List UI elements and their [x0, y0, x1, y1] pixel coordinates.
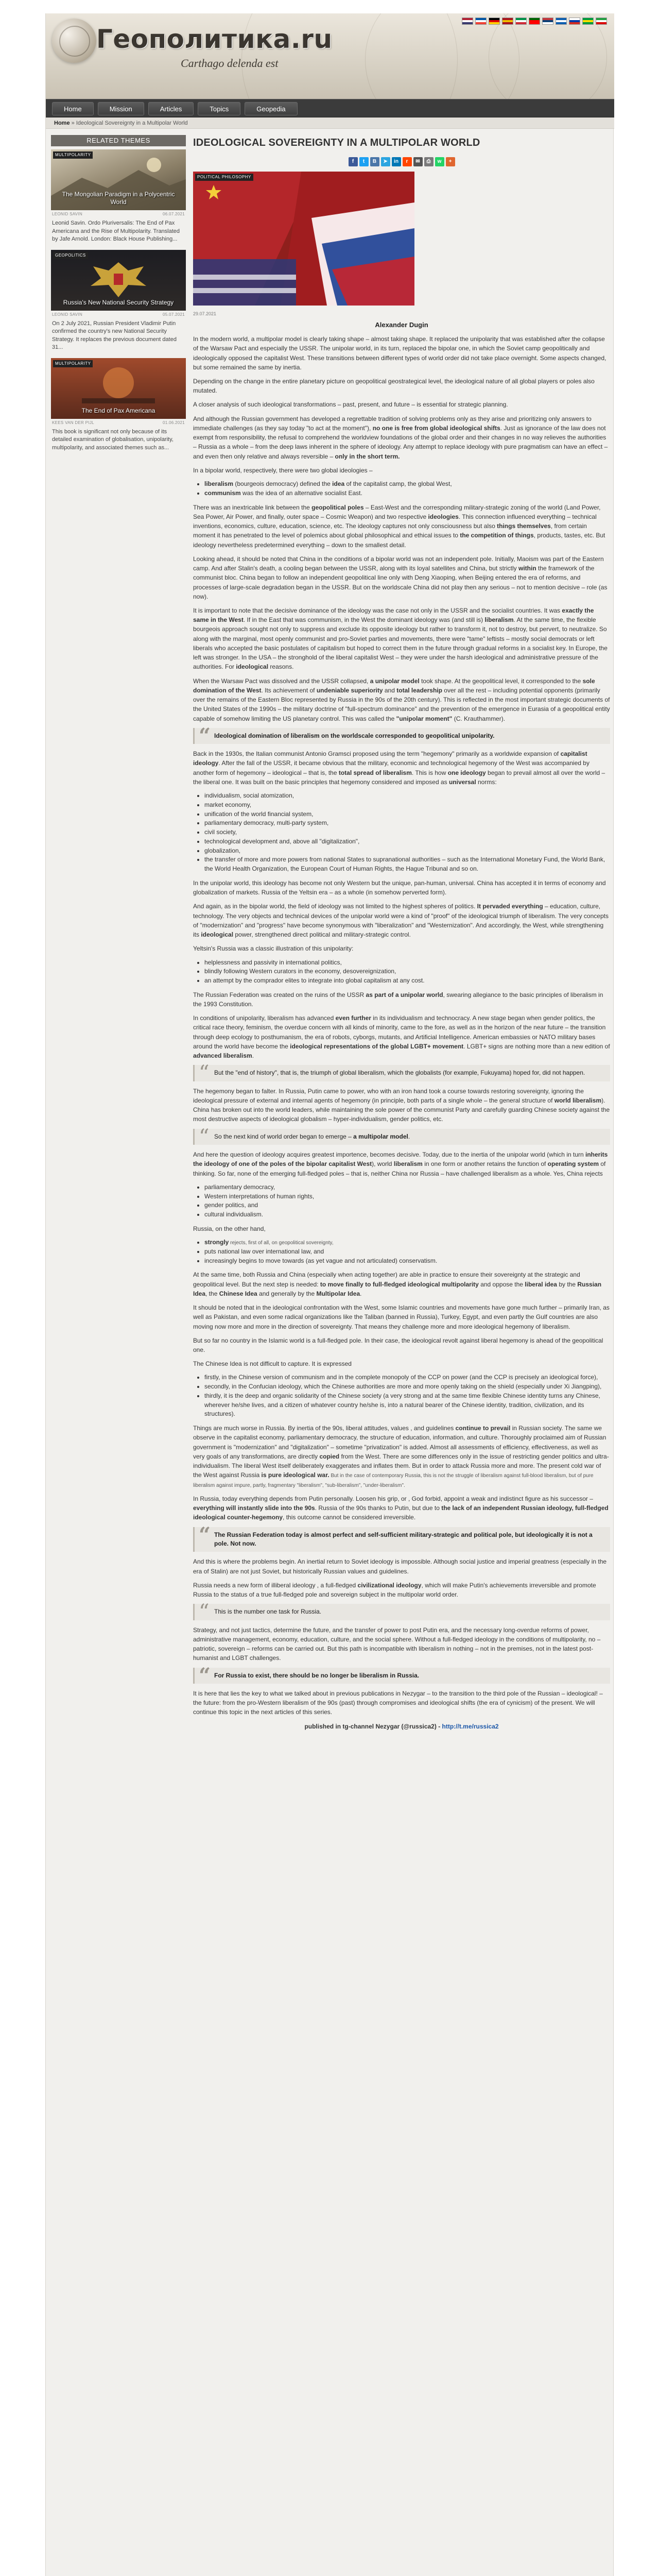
list-item: • secondly, in the Confucian ideology, which the Chinese authorities are more and more openly taking on the shield (especially under Xi Jiangping), — [204, 1382, 610, 1392]
text-segment-bold: communism — [204, 489, 241, 497]
pull-quote — [193, 1125, 610, 1149]
breadcrumb — [46, 117, 614, 129]
text-segment: of thinking. So far, none of the emerging full-fledged poles – that is, neither China nor Russia – have challenged liberalism as a whole. Yes, China rejects — [193, 1160, 606, 1177]
email-share-icon[interactable]: ✉ — [413, 157, 423, 166]
china-rejects-list — [204, 1183, 610, 1219]
text-segment: . Just as ignorance of the law does not exempt from responsibility, the refusal to comprehend the worldview foundations of the global order and their changes in no way relieves the authorities – Russia as a whole – from the deep laws inherent in the sphere of ideology. Any attempt to replace ideology with pure pragmatism can have an effect – and even then only relative and always reversible – — [193, 424, 608, 460]
ideologies-list — [204, 480, 610, 498]
text-segment: in Russian society. The same we observe in the capitalist economy, parliamentary democracy, the structure of education, information, and culture. Thoroughly proclaimed aim of Russian government is "modernization" and "digitalization" – sometime "privatization" is added. Almost all assessments of efficiency, effectiveness, as well as very goals of any transformations, are directly — [193, 1425, 606, 1460]
text-segment: Looking ahead, it should be noted that China in the conditions of a bipolar world was not an independent pole. Initially, Maoism was part of the Eastern camp. And after Stalin's death, a cooling began between the USSR, along with its loyal satellites and China, but strictly — [193, 555, 604, 572]
share-more-icon[interactable]: + — [446, 157, 455, 166]
paragraph: The Chinese Idea is not difficult to capture. It is expressed — [193, 1360, 352, 1368]
text-segment: . This connection influenced everything – technical inventions, economics, culture, education, science, etc. The ideology captures not only consciousness but also — [193, 513, 597, 530]
text-segment: – East-West and the corresponding military-strategic zoning of the world (Land Power, Sea Power, Air Power, and finally, outer space – Cosmic Weapon) and two respective — [193, 503, 601, 520]
paragraph — [193, 1150, 610, 1178]
sidebar — [51, 135, 186, 455]
article-hero-image — [193, 172, 414, 306]
paragraph: Depending on the change in the entire planetary picture on geopolitical geostrategical level, the ideological nature of all global players or poles also mutated. — [193, 378, 595, 395]
nav-mission[interactable]: Mission — [98, 102, 144, 115]
text-segment-bold: liberalism — [484, 616, 514, 624]
related-card-tag: GEOPOLITICS — [53, 252, 88, 259]
share-bar — [193, 157, 610, 166]
paragraph: And this is where the problems begin. An inertial return to Soviet ideology is impossible. Although social justice and imperial greatness (especially in the era of Stalin) are not just Soviet, but historically Russian values and guidelines. — [193, 1558, 607, 1575]
list-item: • helplessness and passivity in international politics, — [204, 958, 610, 968]
text-segment-bold: world liberalism — [554, 1097, 602, 1105]
list-item — [204, 489, 610, 498]
pull-quote-text: For Russia to exist, there should be no longer be liberalism in Russia. — [214, 1671, 420, 1679]
paragraph: In a bipolar world, respectively, there were two global ideologies – — [193, 466, 373, 474]
text-segment-bold: one ideology — [447, 769, 486, 776]
russia-list — [204, 1238, 610, 1265]
related-card-date: 01.06.2021 — [162, 420, 185, 425]
text-segment: The Russian Federation was created on the ruins of the USSR — [193, 991, 366, 998]
flag-br-icon[interactable] — [582, 18, 594, 25]
text-segment: . If in the East that was communism, in the West the dominant ideology was (and still is) — [243, 616, 485, 624]
text-segment-bold: Russian Idea — [193, 1280, 602, 1297]
text-segment: took shape. At the geopolitical level, it corresponded to the — [419, 677, 583, 685]
text-segment-bold: exactly the same in the West — [193, 606, 594, 624]
related-card-image[interactable] — [51, 149, 186, 210]
text-segment: norms: — [476, 778, 497, 786]
list-item: • parliamentary democracy, multi-party system, — [204, 819, 610, 828]
twitter-share-icon[interactable]: t — [359, 157, 369, 166]
site-header — [46, 13, 614, 99]
list-item: • parliamentary democracy, — [204, 1183, 610, 1192]
text-segment: . At the same time, the flexible bourgeois approach sought not only to suppress and exclude its opposite ideology but rather to transform it, not to destroy, but pervert, to neutralize. So along with the marginal, most openly communist and pro-Soviet parties and movements, there were "tame" leftists – mostly social democrats or left liberals who accepted the basic postulates of capitalism but hoped to correct them in the future through gradual reforms in a socialist key. In Europe, the left was stronger. In the USA – the stronghold of the liberal capitalist West – they were under the harsh ideological and administrative pressure of the authorities. For — [193, 616, 608, 671]
pull-quote-text: But the "end of history", that is, the triumph of global liberalism, which the globalists (for example, Fukuyama) hoped for, did not happen. — [214, 1069, 585, 1077]
text-segment: in one form or another retains the function of — [422, 1160, 548, 1168]
list-item: • market economy, — [204, 801, 610, 810]
paragraph — [193, 1087, 610, 1124]
publication-date: 29.07.2021 — [193, 311, 217, 316]
published-label: published in tg-channel Nezygar (@russica2) - — [304, 1722, 442, 1730]
flag-es-icon[interactable] — [502, 18, 513, 25]
nav-articles[interactable]: Articles — [148, 102, 194, 115]
text-segment-bold: copied — [319, 1452, 340, 1460]
text-segment: . This is how — [411, 769, 448, 776]
list-item — [204, 1238, 610, 1247]
text-segment: . — [252, 1052, 254, 1060]
text-segment: was the — [240, 489, 266, 497]
paragraph — [193, 990, 610, 1009]
text-segment-bold: liberal idea — [525, 1280, 557, 1288]
quote-icon: “ — [199, 1522, 211, 1547]
quote-icon: “ — [199, 723, 211, 748]
text-segment-bold: geopolitical poles — [311, 503, 364, 511]
text-segment-bold: ideologies — [428, 513, 459, 520]
article — [193, 135, 610, 1736]
liberal-norms-list — [204, 791, 610, 874]
text-segment: Things are much worse in Russia. By inertia of the 90s, liberal attitudes, values , and guidelines — [193, 1425, 456, 1432]
text-segment: , swearing allegiance to the basic principles of liberalism in the 1993 Constitution. — [193, 991, 603, 1008]
flag-de-icon[interactable] — [489, 18, 500, 25]
text-segment: When the Warsaw Pact was dissolved and the USSR collapsed, — [193, 677, 370, 685]
text-segment-bold: the competition of things — [460, 532, 534, 539]
language-switcher — [462, 18, 607, 25]
text-segment: In Russia, today everything depends from Putin personally. Loosen his grip, or , God forbid, appoint a weak and indistinct figure as his successor – — [193, 1495, 593, 1502]
text-segment: the framework of the communist bloc. China began to follow an independent geopolitical line only with Deng Xiaoping, when Beijing entered the era of reforms, and processes of large-scale degradation began in the USSR. But on the worldscale China did not play then any serious – not to mention decisive – role (as now). — [193, 565, 608, 600]
text-segment-bold: undeniable superiority — [316, 686, 383, 694]
related-card-meta — [51, 210, 186, 218]
text-segment: . Russia of the 90s thanks to Putin, but due to — [315, 1504, 442, 1512]
list-item: • an attempt by the comprador elites to integrate into global capitalism at any cost. — [204, 976, 610, 986]
paragraph: It should be noted that in the ideological confrontation with the West, some Islamic countries and movements have gone much further – primarily Iran, as well as Pakistan, and even some radical organizations like the Taliban (banned in Russia), Turkey, Egypt, and even partly the Gulf countries are also moving now more and more in the direction of sovereignty. That means they challenge more and more ideological hegemony of liberalism. — [193, 1304, 610, 1330]
related-card-description: On 2 July 2021, Russian President Vladimir Putin confirmed the country's new National Security Strategy. It replaces the previous document dated 31... — [52, 320, 177, 351]
pull-quote — [193, 1522, 610, 1552]
text-segment: power, strengthened direct political and military-strategic control. — [233, 931, 411, 939]
text-segment-bold: continue to prevail — [455, 1425, 511, 1432]
flag-pt-icon[interactable] — [529, 18, 540, 25]
paragraph — [193, 606, 610, 672]
nav-topics[interactable]: Topics — [198, 102, 240, 115]
vk-share-icon[interactable]: B — [370, 157, 379, 166]
text-segment: by the — [557, 1280, 578, 1288]
pull-quote-text: This is the number one task for Russia. — [214, 1608, 322, 1616]
published-note — [193, 1722, 610, 1732]
text-segment-bold: advanced liberalism — [193, 1052, 252, 1060]
related-card-description: Leonid Savin. Ordo Pluriversalis: The End of Pax Americana and the Rise of Multipolarity. Translated by Jafe Arnold. London: Black House Publishing... — [52, 220, 180, 243]
text-segment-bold: as part of a unipolar world — [366, 991, 443, 998]
facebook-share-icon[interactable]: f — [349, 157, 358, 166]
paragraph: Russia, on the other hand, — [193, 1225, 266, 1232]
paragraph: In the modern world, a multipolar model is clearly taking shape – almost taking shape. It replaced the unipolarity that was established after the collapse of the Warsaw Pact and especially the USSR. The unipolar world, in its turn, replaced the bipolar one, in which the Soviet camp geopolitically and ideologically opposed the capitalist West. These transitions between different types of world order did not take place overnight. Some aspects changed, but some remained the same by inertia. — [193, 335, 606, 371]
text-segment: . — [360, 1290, 362, 1297]
paragraph — [193, 676, 610, 723]
telegram-channel-link[interactable]: http://t.me/russica2 — [442, 1722, 499, 1730]
list-item: • increasingly begins to move towards (as yet vague and not articulated) conservatism. — [204, 1257, 610, 1266]
list-item: • technological development and, above all "digitalization", — [204, 837, 610, 846]
flag-ir-icon[interactable] — [596, 18, 607, 25]
pull-quote-text: So the next kind of world order began to emerge – — [214, 1132, 354, 1140]
main-navigation — [46, 99, 614, 117]
paragraph — [193, 1423, 610, 1489]
list-item: • gender politics, and — [204, 1201, 610, 1210]
related-card-date: 06.07.2021 — [162, 212, 185, 216]
list-item — [204, 480, 610, 489]
breadcrumb-current: Ideological Sovereignty in a Multipolar World — [76, 120, 188, 126]
flag-it-icon[interactable] — [515, 18, 527, 25]
paragraph — [193, 554, 610, 601]
text-segment: (bourgeois democracy) defined the — [233, 480, 333, 488]
text-segment: But in the case of contemporary Russia, this is not the struggle of liberalism against full-blood liberalism, but of pure liberalism against impure, partly, fragmentary "liberalism", "sub-liberalism", "under-liberalism". — [193, 1473, 594, 1488]
text-segment: There was an inextricable link between the — [193, 503, 312, 511]
text-segment-bold: everything will instantly slide into the 90s — [193, 1504, 315, 1512]
text-segment: And here the question of ideology acquires greatest importence, becomes decisive. Today, due to the inertia of the unipolar world (which in turn — [193, 1151, 585, 1159]
nav-geopedia[interactable]: Geopedia — [245, 102, 297, 115]
list-item: • blindly following Western curators in the economy, desovereignization, — [204, 967, 610, 976]
related-card-author[interactable]: LEONID SAVIN — [52, 212, 83, 216]
pull-quote-text-bold: a multipolar model — [353, 1132, 408, 1140]
text-segment-bold: is pure ideological war. — [261, 1471, 330, 1479]
text-segment: idea of an alternative socialist East. — [265, 489, 362, 497]
text-segment-bold: capitalist ideology — [193, 750, 587, 767]
text-segment-bold: operating system — [547, 1160, 599, 1168]
text-segment: and generally by the — [257, 1290, 317, 1297]
text-segment-bold: strongly — [204, 1239, 229, 1246]
text-segment: , which will make Putin's achievements irreversible and promote Russia to the status of a true full-fledged pole and sovereign subject in the multipolar world order. — [193, 1581, 596, 1599]
text-segment: , products, tastes, etc. But ideology nevertheless predetermined everything – down to the smallest detail. — [193, 532, 605, 549]
quote-icon: “ — [199, 1061, 210, 1086]
text-segment: , this outcome cannot be considered irreversible. — [283, 1514, 416, 1521]
text-segment: from the West. There are some differences only in the issue of restricting gender politics and ultra-individualism. The liberal West itself deliberately exaggerates and inflates them. But in order to attack Russia more and more. The present cold war of the West against Russia — [193, 1452, 609, 1479]
list-item: • puts national law over international law, and — [204, 1247, 610, 1257]
related-card-title[interactable]: The End of Pax Americana — [81, 406, 155, 414]
paragraph: It is here that lies the key to what we talked about in previous publications in Nezygar – to the transition to the third pole of the Russian – ideological! – the future: from the pro-Western liberalism of the 90s (past) through compromises and ideological shifts (the era of cynicism) of the present. We will continue this topic in the next articles of this series. — [193, 1689, 603, 1716]
pull-quote — [193, 723, 610, 748]
text-segment-bold: the lack of an independent Russian ideology, full-fledged ideological counter-hegemony — [193, 1504, 609, 1521]
related-card-tag: MULTIPOLARITY — [53, 360, 93, 367]
related-card-meta — [51, 419, 186, 427]
text-segment: of the capitalist camp, the global West, — [344, 480, 452, 488]
text-segment: in its individualism and technocracy. A new stage began when gender politics, the critical race theory, feminism, the overdue concern with all kinds of minority, came to the fore, as well as in the horizon of the near future – the transition through deep ecology to posthumanism, the era of robots, cyborgs, mutants, and Artificial Intelligence. American embassies or NATO military bases around the world have become the — [193, 1014, 606, 1050]
related-card[interactable] — [51, 250, 186, 355]
article-category-tag[interactable]: POLITICAL PHILOSOPHY — [195, 174, 253, 181]
text-segment: , the — [205, 1290, 219, 1297]
related-card[interactable] — [51, 358, 186, 455]
text-segment: (C. Krauthammer). — [452, 715, 506, 722]
text-segment: And although the Russian government has developed a regrettable tradition of solving problems only as they arise and prioritizing only answers to immediate challenges (as they say today "to act at the moment"), — [193, 415, 592, 432]
pull-quote-text: The Russian Federation today is almost perfect and self-sufficient military-strategic and political pole, but ideologically it is not a pole. Not now. — [214, 1531, 593, 1547]
site-slogan: Carthago delenda est — [181, 57, 279, 70]
text-segment-bold: liberalism — [204, 480, 234, 488]
flag-rs-icon[interactable] — [542, 18, 553, 25]
text-segment: reasons. — [268, 663, 294, 671]
list-item: • thirdly, it is the deep and organic solidarity of the Chinese society (a very strong and at the same time flexible Chinese identity turns any Chinese, wherever he/she lives, and a citizen of whatever country he/she is, into a natural bearer of the Chinese identity, tradition, civilization, and its structures). — [204, 1392, 610, 1419]
text-segment-bold: idea — [332, 480, 345, 488]
article-author[interactable]: Alexander Dugin — [375, 320, 428, 329]
paragraph — [193, 1581, 610, 1599]
related-card[interactable] — [51, 149, 186, 247]
text-segment: The hegemony began to falter. In Russia, Putin came to power, who with an iron hand took a course towards restoring sovereignty, ignoring the ideological pressure of external and internal agents of hegemony (in principle, both parts of a single whole – the general structure of — [193, 1087, 584, 1105]
related-card-tag: MULTIPOLARITY — [53, 151, 93, 159]
flags-illustration — [193, 172, 414, 306]
text-segment: and oppose the — [478, 1280, 525, 1288]
nav-home[interactable]: Home — [52, 102, 94, 115]
related-card-description: This book is significant not only because of its detailed examination of globalisation, unipolarity, multipolarity, and associated themes such as... — [52, 428, 174, 451]
list-item: • civil society, — [204, 828, 610, 837]
text-segment: over all the rest – including potential opponents (primarily over the remains of the Eastern Bloc represented by Russia in the 90s of the 20th century). This is reflected in the most important strategic documents of the United States of the 1990s – the military doctrine of "full-spectrum dominance" and the prevention of the emergence in Eurasia of a geopolitical entity capable of somehow limiting the US planetary control. This was called the — [193, 686, 610, 722]
paragraph — [193, 414, 610, 461]
list-item: • cultural individualism. — [204, 1210, 610, 1219]
breadcrumb-home[interactable]: Home — [54, 120, 70, 126]
flag-gr-icon[interactable] — [556, 18, 567, 25]
article-body — [193, 334, 610, 1731]
text-segment-bold: only in the short term. — [335, 452, 400, 460]
text-segment-bold: ideological representations of the global LGBT+ movement — [290, 1042, 464, 1050]
text-segment-bold: to move finally to full-fledged ideological multipolarity — [320, 1280, 479, 1288]
chinese-idea-list — [204, 1373, 610, 1419]
pull-quote — [193, 1600, 610, 1624]
flag-ru-icon[interactable] — [569, 18, 580, 25]
text-segment-bold: sole domination of the West — [193, 677, 595, 694]
text-segment: , from certain moment it has penetrated to the level of polemics about global philosophical and ethical issues to — [193, 522, 587, 539]
paragraph: Yeltsin's Russia was a classic illustration of this unipolarity: — [193, 945, 354, 953]
related-card-image[interactable] — [51, 358, 186, 419]
text-segment: – education, culture, technology. The very objects and technical devices of the unipolar world were a kind of "proof" of the ideological triumph of liberalism. The very concepts of "modernization" and "progress" have become synonymous with "liberalization" and "Westernization". And accordingly, the West, while strengthening its — [193, 903, 609, 939]
paragraph — [193, 503, 610, 550]
telegram-share-icon[interactable]: ➤ — [381, 157, 390, 166]
list-item: • globalization, — [204, 846, 610, 856]
text-segment-bold: ideological — [201, 931, 234, 939]
text-segment: Back in the 1930s, the Italian communist Antonio Gramsci proposed using the term "hegemony" primarily as a worldwide expansion of — [193, 750, 561, 758]
paragraph: In the unipolar world, this ideology has become not only Western but the unique, pan-human, universal. China has accepted it in terms of economy and globalization of markets. Russia of the Yeltsin era – as a whole (in somehow perverted form). — [193, 879, 606, 896]
flag-en-icon[interactable] — [462, 18, 473, 25]
flag-fr-icon[interactable] — [475, 18, 487, 25]
paragraph: A closer analysis of such ideological transformations – past, present, and future – is essential for strategic planning. — [193, 401, 508, 409]
related-themes-heading: RELATED THEMES — [51, 135, 186, 146]
paragraph — [193, 902, 610, 939]
print-share-icon[interactable]: ⎙ — [424, 157, 433, 166]
text-segment: Russia needs a new form of illiberal ideology , a full-fledged — [193, 1581, 358, 1589]
list-item: • unification of the world financial system, — [204, 810, 610, 819]
text-segment-bold: universal — [448, 778, 476, 786]
article-title: IDEOLOGICAL SOVEREIGNTY IN A MULTIPOLAR WORLD — [193, 137, 480, 148]
text-segment: At the same time, both Russia and China (especially when acting together) are able in practice to ensure their sovereignty at the strategic and geopolitical level. But the next step is needed: — [193, 1271, 580, 1288]
pull-quote — [193, 1061, 610, 1086]
logo-globe-icon[interactable] — [52, 19, 96, 63]
related-card-meta — [51, 311, 186, 319]
related-card-title[interactable]: The Mongolian Paradigm in a Polycentric World — [62, 191, 175, 206]
list-item: • Western interpretations of human rights, — [204, 1192, 610, 1201]
pull-quote-text: Ideological domination of liberalism on the worldscale corresponded to geopolitical unipolarity. — [214, 732, 495, 739]
text-segment: . LGBT+ signs are nothing more than a new edition of — [463, 1042, 610, 1050]
text-segment-bold: liberalism — [393, 1160, 423, 1168]
whatsapp-share-icon[interactable]: w — [435, 157, 444, 166]
text-segment: And again, as in the bipolar world, the field of ideology was not limited to the highest spheres of politics. — [193, 903, 477, 910]
text-segment-bold: ideological — [236, 663, 269, 671]
list-item: • firstly, in the Chinese version of communism and in the complete monopoly of the CCP on power (and the CCP is precisely an ideological force), — [204, 1373, 610, 1382]
text-segment: ). China has broken out into the world leaders, while maintaining the sole power of the communist Party and carefully guarding Chinese society against the most destructive aspects of ideological globalism – hyper-individualism, gender politics, etc. — [193, 1097, 610, 1123]
text-segment-bold: "unipolar moment" — [396, 715, 453, 722]
list-item: • individualism, social atomization, — [204, 791, 610, 801]
pull-quote-text: . — [408, 1132, 410, 1140]
text-segment-bold: civilizational ideology — [357, 1581, 422, 1589]
paragraph — [193, 1270, 610, 1298]
page-frame — [45, 13, 614, 2576]
reddit-share-icon[interactable]: r — [403, 157, 412, 166]
paragraph — [193, 1494, 610, 1522]
text-segment-bold: a unipolar model — [370, 677, 420, 685]
text-segment: ), world — [372, 1160, 394, 1168]
text-segment-bold: Multipolar Idea — [316, 1290, 360, 1297]
list-item: • the transfer of more and more powers from national States to supranational authorities – such as the International Monetary Fund, the World Bank, the World Health Organization, the European Court of Human Rights, the Hague Tribunal and so on. — [204, 855, 610, 874]
text-segment: . After the fall of the USSR, it became obvious that the military, economic and technological hegemony of the West was accompanied by another form of hegemony – ideological – that is, the — [193, 759, 589, 776]
related-card-image[interactable] — [51, 250, 186, 311]
text-segment-bold: inherits the ideology of one of the poles of the bipolar capitalist West — [193, 1151, 608, 1168]
breadcrumb-separator: » — [71, 120, 75, 126]
paragraph: Strategy, and not just tactics, determine the future, and the transfer of power to post Putin era, and the necessary long-overdue reforms of power, administrative management, economy, education, culture, and the social sphere. Without a full-fledged ideology in the conditions of multipolarity, no – patriotic, sovereign – reforms can be carried out. But this path is incompatible with liberalism in nothing – not in the premises, not in the latest post-humanist and LGBT challenges. — [193, 1626, 601, 1662]
text-segment-bold: within — [518, 565, 536, 572]
text-segment-bold: things themselves — [497, 522, 551, 530]
quote-icon: “ — [199, 1663, 211, 1688]
text-segment: began to prevail almost all over the world – the liberal one. It was built on the basic principles that hegemony considered and imposed as — [193, 769, 605, 786]
text-segment-bold: Chinese Idea — [219, 1290, 257, 1297]
text-segment: and — [383, 686, 397, 694]
quote-icon: “ — [199, 1125, 210, 1149]
text-segment-bold: even further — [335, 1014, 371, 1022]
text-segment: rejects, first of all, on geopolitical sovereignty, — [229, 1240, 334, 1246]
text-segment: In conditions of unipolarity, liberalism has advanced — [193, 1014, 336, 1022]
related-card-title[interactable]: Russia's New National Security Strategy — [63, 298, 174, 306]
text-segment: It is important to note that the decisive dominance of the ideology was the case not only in the USSR and the socialist countries. It was — [193, 606, 562, 614]
text-segment: . Its achievement of — [261, 686, 317, 694]
related-card-date: 05.07.2021 — [162, 312, 185, 317]
related-card-author[interactable]: LEONID SAVIN — [52, 312, 83, 317]
paragraph — [193, 749, 610, 787]
paragraph: But so far no country in the Islamic world is a full-fledged pole. In their case, the ideological revolt against liberal hegemony is ahead of the geopolitical one. — [193, 1336, 603, 1353]
text-segment-bold: It pervaded everything — [477, 903, 543, 910]
site-logo[interactable]: Геополитика.ru — [96, 24, 333, 54]
quote-icon: “ — [199, 1600, 210, 1624]
header-decoration — [489, 13, 607, 99]
related-card-author[interactable]: KEES VAN DER PIJL — [52, 420, 94, 425]
pull-quote — [193, 1663, 610, 1688]
text-segment-bold: no one is free from global ideological shifts — [372, 424, 500, 432]
yeltsin-list — [204, 958, 610, 986]
text-segment-bold: total leadership — [396, 686, 442, 694]
paragraph — [193, 1013, 610, 1060]
text-segment-bold: total spread of liberalism — [338, 769, 412, 776]
linkedin-share-icon[interactable]: in — [392, 157, 401, 166]
